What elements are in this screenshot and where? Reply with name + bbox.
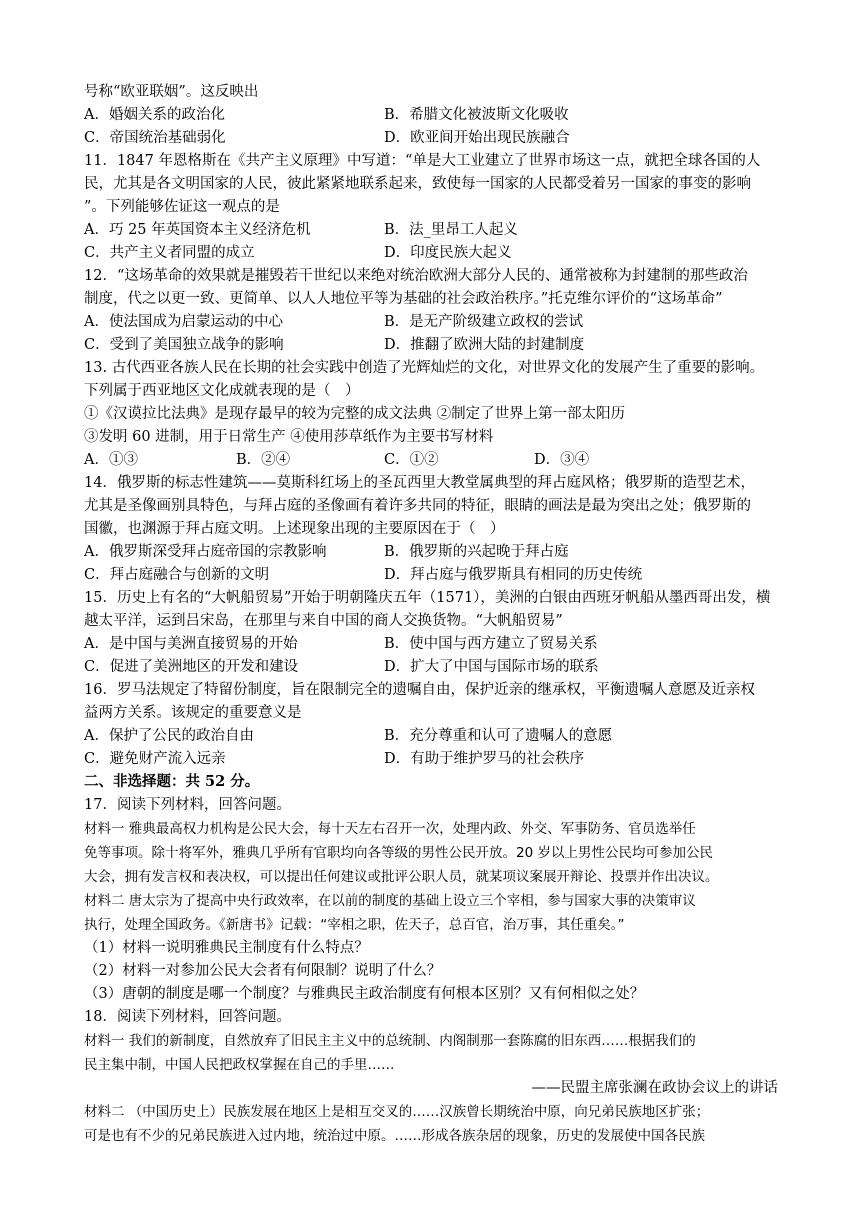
- q12-option-b: B．是无产阶级建立政权的尝试: [384, 314, 584, 330]
- q13-stem-line: 13. 古代西亚各族人民在长期的社会实践中创造了光辉灿烂的文化，对世界文化的发展产生了重要的影响。: [84, 360, 765, 376]
- q18-source: ——民盟主席张澜在政协会议上的讲话: [531, 1080, 778, 1096]
- q15-option-a: A．是中国与美洲直接贸易的开始: [84, 636, 298, 652]
- q16-option-d: D．有助于维护罗马的社会秩序: [384, 751, 585, 767]
- q11-stem-line: 11．1847 年恩格斯在《共产主义原理》中写道：“单是大工业建立了世界市场这一点，就把全球各国的人: [84, 153, 761, 169]
- q17-material-line: 免等事项。除十将军外，雅典几乎所有官职均向各等级的男性公民开放。20 岁以上男性公民均可参加公民: [84, 845, 713, 861]
- q14-stem-line: 国徽，也渊源于拜占庭文明。上述现象出现的主要原因在于（ ）: [84, 521, 505, 537]
- q14-option-c: C．拜占庭融合与创新的文明: [84, 567, 270, 583]
- q15-option-d: D．扩大了中国与国际市场的联系: [384, 659, 599, 675]
- q12-option-a: A．使法国成为启蒙运动的中心: [84, 314, 283, 330]
- q18-material-line: 可是也有不少的兄弟民族进入过内地，统治过中原。……形成各族杂居的现象，历史的发展使中国各民族: [84, 1128, 705, 1144]
- q14-option-b: B．俄罗斯的兴起晚于拜占庭: [384, 544, 569, 560]
- q11-option-a: A．巧 25 年英国资本主义经济危机: [84, 222, 311, 238]
- q16-option-a: A．保护了公民的政治自由: [84, 728, 254, 744]
- q18-material-line: 材料二 （中国历史上）民族发展在地区上是相互交叉的……汉族曾长期统治中原，向兄弟民族地区扩张；: [84, 1104, 710, 1120]
- q11-option-c: C．共产主义者同盟的成立: [84, 245, 255, 261]
- section-heading: 二、非选择题：共 52 分。: [84, 773, 260, 790]
- q13-option-c: C．①②: [384, 452, 439, 468]
- q13-stem-line: 下列属于西亚地区文化成就表现的是（ ）: [84, 383, 360, 399]
- q16-stem-line: 益两方关系。该规定的重要意义是: [84, 705, 302, 721]
- q11-option-d: D．印度民族大起义: [384, 245, 512, 261]
- q16-option-b: B．充分尊重和认可了遗嘱人的意愿: [384, 728, 613, 744]
- q17-material-line: 执行，处理全国政务。《新唐书》记载：“宰相之职，佐天子，总百官，治万事，其任重矣。”: [84, 917, 625, 933]
- q17-material-line: 材料二 唐太宗为了提高中央行政效率，在以前的制度的基础上设立三个宰相，参与国家大事的决策审议: [84, 893, 696, 909]
- q10-option-b: B．希腊文化被波斯文化吸收: [384, 107, 569, 123]
- q18-material-line: 材料一 我们的新制度，自然放弃了旧民主主义中的总统制、内阁制那一套陈腐的旧东西……根据我们的: [84, 1033, 696, 1049]
- q12-option-d: D．推翻了欧洲大陆的封建制度: [384, 337, 585, 353]
- q15-stem-line: 15．历史上有名的“大帆船贸易”开始于明朝隆庆五年（1571），美洲的白银由西班牙帆船从墨西哥出发，横: [84, 590, 771, 606]
- q10-option-d: D．欧亚间开始出现民族融合: [384, 130, 570, 146]
- q11-stem-line: 民，尤其是各文明国家的人民，彼此紧紧地联系起来，致使每一国家的人民都受着另一国家的事变的影响: [84, 176, 751, 192]
- q11-stem-line: ”。下列能够佐证这一观点的是: [84, 199, 280, 215]
- q15-option-b: B．使中国与西方建立了贸易关系: [384, 636, 598, 652]
- q17-material-line: 材料一 雅典最高权力机构是公民大会，每十天左右召开一次，处理内政、外交、军事防务、官员选举任: [84, 821, 696, 837]
- q14-option-d: D．拜占庭与俄罗斯具有相同的历史传统: [384, 567, 643, 583]
- q17-subquestion: （2）材料一对参加公民大会者有何限制？说明了什么？: [84, 963, 442, 979]
- q17-subquestion: （1）材料一说明雅典民主制度有什么特点？: [84, 940, 369, 956]
- q17-title: 17．阅读下列材料，回答问题。: [84, 797, 291, 813]
- q17-subquestion: （3）唐朝的制度是哪一个制度？与雅典民主政治制度有何根本区别？又有何相似之处？: [84, 986, 645, 1002]
- q13-statement-line: ③发明 60 进制，用于日常生产 ④使用莎草纸作为主要书写材料: [84, 429, 494, 445]
- q10-option-c: C．帝国统治基础弱化: [84, 130, 226, 146]
- q14-stem-line: 14．俄罗斯的标志性建筑——莫斯科红场上的圣瓦西里大教堂属典型的拜占庭风格；俄罗斯的造型艺术，: [84, 475, 755, 491]
- q18-material-line: 民主集中制，中国人民把政权掌握在自己的手里……: [84, 1057, 395, 1073]
- q16-stem-line: 16．罗马法规定了特留份制度，旨在限制完全的遗嘱自由，保护近亲的继承权，平衡遗嘱人意愿及近亲权: [84, 682, 755, 698]
- q15-stem-line: 越太平洋，运到吕宋岛，在那里与来自中国的商人交换货物。“大帆船贸易”: [84, 613, 563, 629]
- q12-stem-line: 制度，代之以更一致、更简单、以人人地位平等为基础的社会政治秩序。”托克维尔评价的“这场革命”: [84, 291, 723, 307]
- q13-option-a: A．①③: [84, 452, 138, 468]
- q16-option-c: C．避免财产流入远亲: [84, 751, 226, 767]
- q11-option-b: B．法_里昂工人起义: [384, 222, 518, 238]
- q13-option-d: D．③④: [534, 452, 590, 468]
- q10-stem-tail: 号称“欧亚联姻”。这反映出: [84, 84, 259, 100]
- q14-option-a: A．俄罗斯深受拜占庭帝国的宗教影响: [84, 544, 327, 560]
- q13-option-b: B．②④: [236, 452, 291, 468]
- q13-statement-line: ①《汉谟拉比法典》是现存最早的较为完整的成文法典 ②制定了世界上第一部太阳历: [84, 406, 626, 422]
- q12-stem-line: 12．“这场革命的效果就是摧毁若干世纪以来绝对统治欧洲大部分人民的、通常被称为封建制的那些政治: [84, 268, 748, 284]
- q15-option-c: C．促进了美洲地区的开发和建设: [84, 659, 299, 675]
- q12-option-c: C．受到了美国独立战争的影响: [84, 337, 284, 353]
- q10-option-a: A．婚姻关系的政治化: [84, 107, 225, 123]
- q18-title: 18．阅读下列材料，回答问题。: [84, 1009, 291, 1025]
- q14-stem-line: 尤其是圣像画别具特色，与拜占庭的圣像画有着许多共同的特征，眼睛的画法是最为突出之处；俄罗斯的: [84, 498, 751, 514]
- q17-material-line: 大会，拥有发言权和表决权，可以提出任何建议或批评公职人员，就某项议案展开辩论、投票并作出决议。: [84, 869, 719, 885]
